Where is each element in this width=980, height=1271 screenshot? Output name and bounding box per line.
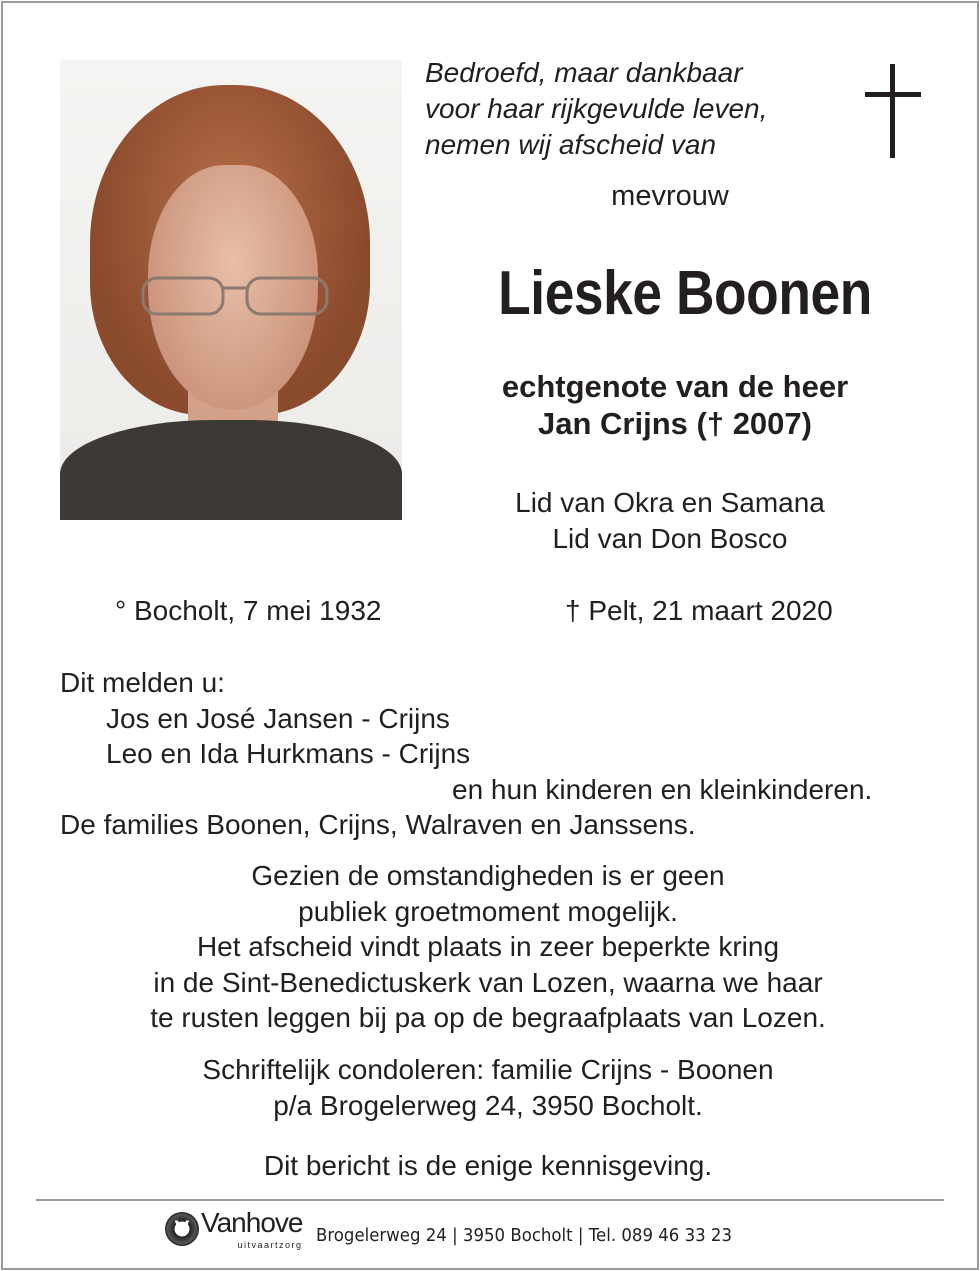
spouse-line: Jan Crijns († 2007) xyxy=(538,406,812,441)
intro-line: nemen wij afscheid van xyxy=(425,129,717,160)
vanhove-logo xyxy=(165,1207,302,1251)
ceremony-line: Het afscheid vindt plaats in zeer beperkte kring xyxy=(196,931,780,962)
ceremony-line: publiek groetmoment mogelijk. xyxy=(298,895,678,927)
cross-icon xyxy=(865,64,921,158)
closing-note: Dit bericht is de enige kennisgeving. xyxy=(263,1150,713,1181)
announcers xyxy=(60,665,872,843)
logo-mark-icon: V xyxy=(165,1212,199,1246)
spouse-info xyxy=(440,368,910,442)
intro-text xyxy=(425,55,767,163)
birth-info: ° Bocholt, 7 mei 1932 xyxy=(115,595,382,626)
death-info: † Pelt, 21 maart 2020 xyxy=(565,595,833,626)
announcers-heading: Dit melden u: xyxy=(60,667,225,698)
child-family: Leo en Ida Hurkmans - Crijns xyxy=(106,738,471,769)
spouse-line: echtgenote van de heer xyxy=(501,369,849,404)
condolence-info xyxy=(60,1052,916,1123)
condolence-line: Schriftelijk condoleren: familie Crijns - Boonen xyxy=(202,1054,774,1085)
child-family: Jos en José Jansen - Crijns xyxy=(106,702,450,734)
ceremony-line: Gezien de omstandigheden is er geen xyxy=(251,860,725,891)
intro-line: Bedroefd, maar dankbaar xyxy=(425,57,743,88)
grandchildren-line: en hun kinderen en kleinkinderen. xyxy=(452,773,873,805)
footer-contact: Brogelerweg 24 | 3950 Bocholt | Tel. 089 46 33 23 xyxy=(316,1224,733,1246)
ceremony-line: te rusten leggen bij pa op de begraafplaats van Lozen. xyxy=(150,1002,826,1033)
deceased-name: Lieske Boonen xyxy=(498,259,872,328)
ceremony-line: in de Sint-Benedictuskerk van Lozen, waarna we haar xyxy=(153,966,823,998)
families-line: De families Boonen, Crijns, Walraven en Janssens. xyxy=(60,809,696,840)
intro-line: voor haar rijkgevulde leven, xyxy=(425,93,768,124)
logo-name: Vanhove xyxy=(201,1207,303,1238)
logo-subtitle: uitvaartzorg xyxy=(237,1240,303,1250)
memberships xyxy=(470,485,870,557)
footer-divider xyxy=(36,1199,944,1201)
membership-line: Lid van Don Bosco xyxy=(552,523,788,554)
portrait-photo xyxy=(60,60,402,520)
membership-line: Lid van Okra en Samana xyxy=(515,487,825,518)
ceremony-info xyxy=(60,858,916,1036)
honorific: mevrouw xyxy=(611,180,729,212)
condolence-line: p/a Brogelerweg 24, 3950 Bocholt. xyxy=(273,1089,703,1121)
footer xyxy=(165,1205,769,1253)
